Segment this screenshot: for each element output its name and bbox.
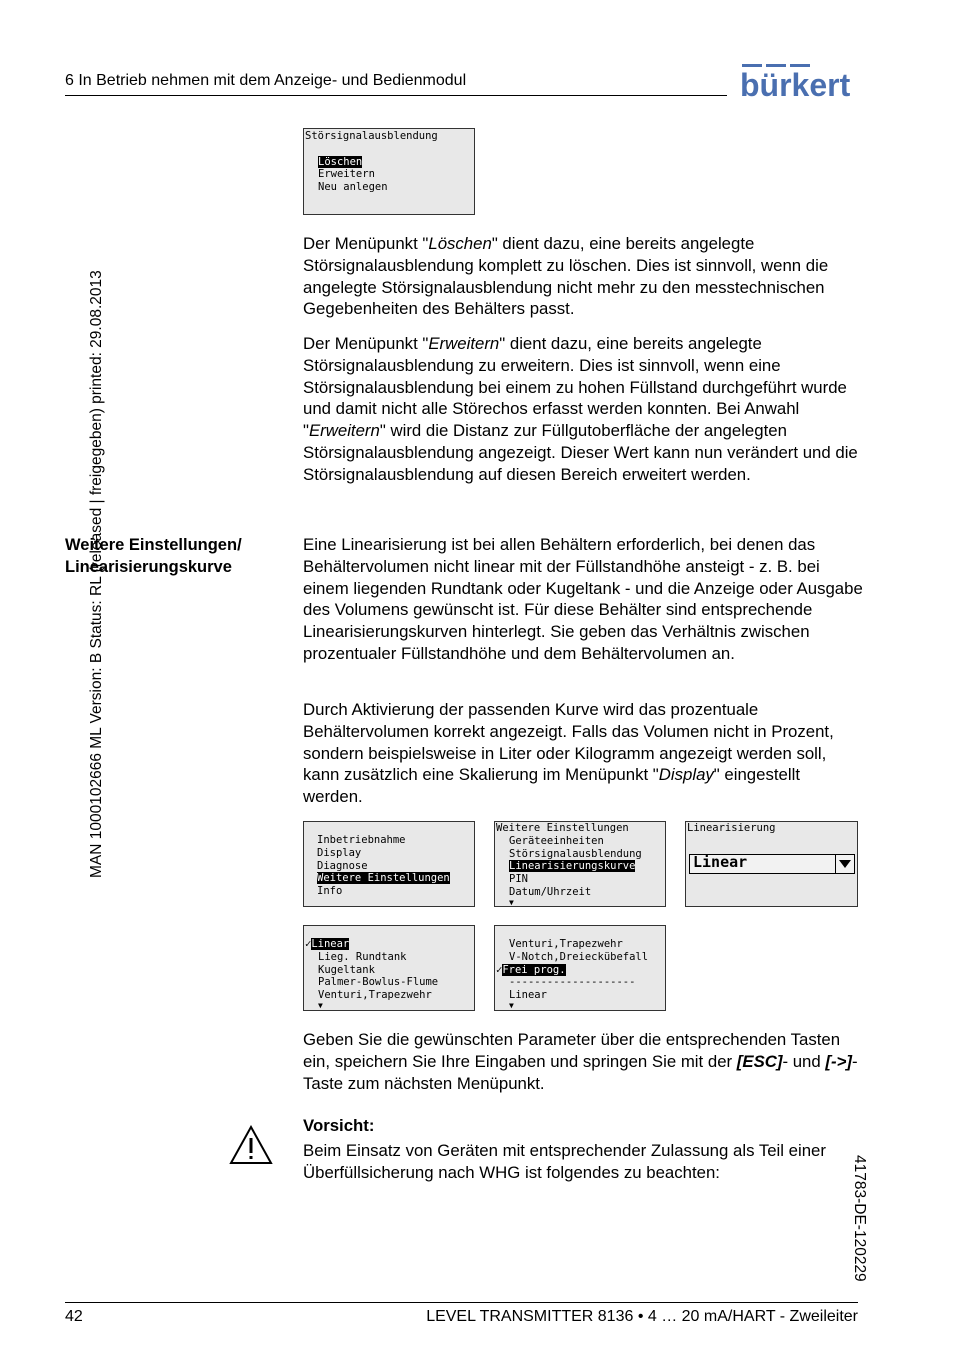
caution-title: Vorsicht: [303,1116,375,1135]
screen-weitere-einstellungen: Weitere Einstellungen Geräteeinheiten Störsignalausblendung Linearisierungskurve PIN Datum/Uhrzeit ▼ [494,821,666,907]
scroll-down-icon: ▼ [509,897,514,907]
menu-item-neu-anlegen: Neu anlegen [318,181,388,194]
warning-icon [229,1125,273,1165]
burkert-logo [740,60,858,100]
scroll-down-icon: ▼ [318,1000,323,1010]
document-id: 41783-DE-120229 [851,1155,868,1282]
dropdown-arrow-icon [835,855,854,873]
linearisierung-select: Linear [689,854,855,874]
screen-linearisierung: Linearisierung Linear [685,821,858,907]
paragraph-eingabe: Geben Sie die gewünschten Parameter über die entsprechenden Tasten ein, speichern Sie Ihre Eingaben und springen Sie mit der [ESC]- und [->]-Taste zum nächsten Menüpunkt. [303,1030,858,1093]
screen-main-menu: Inbetriebnahme Display Diagnose Weitere Einstellungen Info [303,821,475,907]
screen-kurven-list-scrolled: Venturi,Trapezwehr V-Notch,Dreieckübefall ✓Frei prog. -------------------- Linear ▼ [494,925,666,1011]
page-number: 42 [65,1308,83,1325]
document-meta: MAN 1000102666 ML Version: B Status: RL (released | freigegeben) printed: 29.08.2013 [88,270,105,878]
screen-kurven-list: ✓Linear Lieg. Rundtank Kugeltank Palmer-Bowlus-Flume Venturi,Trapezwehr ▼ [303,925,475,1011]
header-rule [65,95,727,96]
screen-stoersignal-menu [303,128,475,215]
paragraph-linearisierung: Eine Linearisierung ist bei allen Behältern erforderlich, bei denen das Behältervolumen nicht linear mit der Füllstandhöhe ansteigt - z. B. bei einem liegenden Rundtank oder Kugeltank - und die Anzeige oder Ausgabe des Volumens gewünscht ist. Für diese Behälter sind entsprechende Linearisierungskurven hinterlegt. Sie geben das Verhältnis zwischen prozentualer Füllstandhöhe und dem Behältervolumen an. [303,535,863,663]
check-icon: ✓ [305,938,312,950]
paragraph-loeschen: Der Menüpunkt "Löschen" dient dazu, eine bereits angelegte Störsignalausblendung komplett zu löschen. Dies ist sinnvoll, wenn die angelegte Störsignalausblendung nicht mehr zu den messtechnischen Gegebenheiten des Behälters passt. [303,234,829,319]
scroll-down-icon: ▼ [509,1000,514,1010]
menu-item-erweitern: Erweitern [318,168,375,181]
menu-item-loeschen: Löschen [318,155,363,168]
section-heading: Weitere Einstellungen/ Linearisierungskurve [65,536,242,576]
svg-text:bürkert: bürkert [740,67,851,100]
screen-title: Störsignalausblendung [305,130,438,142]
caution-body: Beim Einsatz von Geräten mit entsprechender Zulassung als Teil einer Überfüllsicherung nach WHG ist folgendes zu beachten: [303,1141,826,1182]
check-icon: ✓ [496,963,503,976]
footer-rule [65,1302,858,1303]
chapter-header: 6 In Betrieb nehmen mit dem Anzeige- und Bedienmodul [65,72,467,89]
paragraph-erweitern: Der Menüpunkt "Erweitern" dient dazu, eine bereits angelegte Störsignalausblendung zu erweitern. Dies ist sinnvoll, wenn eine Störsignalausblendung bei einem zu hohen Füllstand durchgeführt wurde und damit nicht alle Störechos erfasst werden konnten. Bei Anwahl "Erweitern" wird die Distanz zur Füllgutoberfläche der angelegten Störsignalausblendung angezeigt. Dieser Wert kann nun verändert und die Störsignalausblendung auf diesen Bereich erweitert werden. [303,334,858,484]
footer-title: LEVEL TRANSMITTER 8136 • 4 … 20 mA/HART - Zweileiter [426,1308,858,1325]
paragraph-aktivierung: Durch Aktivierung der passenden Kurve wird das prozentuale Behältervolumen korrekt angezeigt. Falls das Volumen nicht in Prozent, sondern beispielsweise in Liter oder Kilogramm angezeigt werden soll, kann zusätzlich eine Skalierung im Menüpunkt "Display" eingestellt werden. [303,700,834,807]
